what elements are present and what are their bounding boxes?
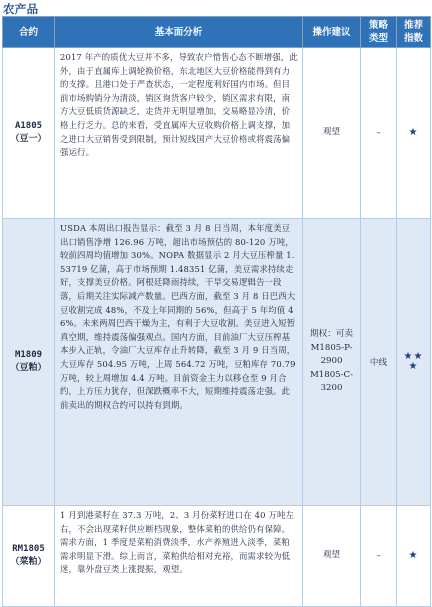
strategy-type-cell: – [361,506,397,607]
rating-cell [397,506,431,607]
section-title: 农产品 [3,2,39,16]
table-row [3,219,431,506]
recommendation-table [2,16,431,607]
contract-cell: A1805 （豆一） [3,48,55,219]
advice-text: 期权：可卖 M1805-P- 2900 M1805-C- 3200 [309,329,354,394]
header-rating-label: 推荐指数 [403,20,423,44]
header-strategy-type-label: 策略类型 [368,20,388,44]
advice-cell [303,219,361,506]
rating-cell [397,219,431,506]
header-advice: 操作建议 [303,17,361,48]
rating-cell [397,48,431,219]
header-analysis: 基本面分析 [55,17,303,48]
table-row [3,48,431,219]
star-rating-icon: ★★ ★ [403,351,424,372]
analysis-cell: USDA 本周出口报告显示：截至 3 月 8 日当周，本年度美豆出口销售净增 126.96 万吨，超出市场预估的 80-120 万吨，较前四周均值增加 30%。NOPA 数据显示 2 月大豆压榨量 1.53719 亿蒲，高于市场预期 1.48351 亿蒲，美豆需求持续走好，支撑美豆价格。阿根廷降雨持续，干旱交易逻辑告一段落，后期关注实际减产数量。巴西方面，截至 3 月 8 日巴西大豆收割完成 48%，不及上年同期的 56%，但高于 5 年均值 46%。未来两周巴西干燥为主，有利于大豆收割。美豆进入短暂真空期，维持震荡偏强观点。国内方面，目前油厂大豆压榨基本步入正轨，令油厂大豆库存止升转降，截至 3 月 9 日当周，大豆库存 504.95 万吨，上周 564.72 万吨，豆粕库存 70.79 万吨，较上周增加 4.4 万吨。目前资金主力以移仓至 9 月合约，上方压力犹存，但深跌概率不大，短期维持震荡走强。此前卖出的期权合约可以持有到期。 [55,219,303,506]
contract-cell: RM1805 （菜粕） [3,506,55,607]
header-contract: 合约 [3,17,55,48]
advice-cell: 观望 [303,48,361,219]
star-rating-icon: ★ [408,550,419,561]
strategy-type-cell: – [361,48,397,219]
analysis-cell: 1 月到港菜籽在 37.3 万吨，2、3 月份菜籽进口在 40 万吨左右，不会出现菜籽供应断档现象，整体菜粕的供给仍有保障。需求方面，1 季度是菜粕消费淡季，水产养殖进入淡季，菜粕需求明显下滑。综上而言，菜粕供给相对充裕，而需求较为低迷，靠外盘豆类上涨提振，观望。 [55,506,303,607]
header-strategy-type [361,17,397,48]
contract-cell: M1809 （豆粕） [3,219,55,506]
table-header-row [3,17,431,48]
header-rating [397,17,431,48]
analysis-cell: 2017 年产的质优大豆并不多，导致农户惜售心态不断增强，此外，由于直属库上调轮换价格，东北地区大豆价格能得到有力的支撑。且港口处于严查状态，一定程度利好国内市场。但目前市场购销分为清淡，销区询货客户较少，销区需求有限，南方大豆低质货源缺乏，走货并无明显增加，交易略显冷清，价格上行乏力。总的来看，受直属库大豆收购价格上调支撑，加之进口大豆销售受到限制，预计短线国产大豆价格或将震荡偏强运行。 [55,48,303,219]
advice-cell: 观望 [303,506,361,607]
table-row [3,506,431,607]
strategy-type-cell: 中线 [361,219,397,506]
star-rating-icon: ★ [408,127,419,138]
